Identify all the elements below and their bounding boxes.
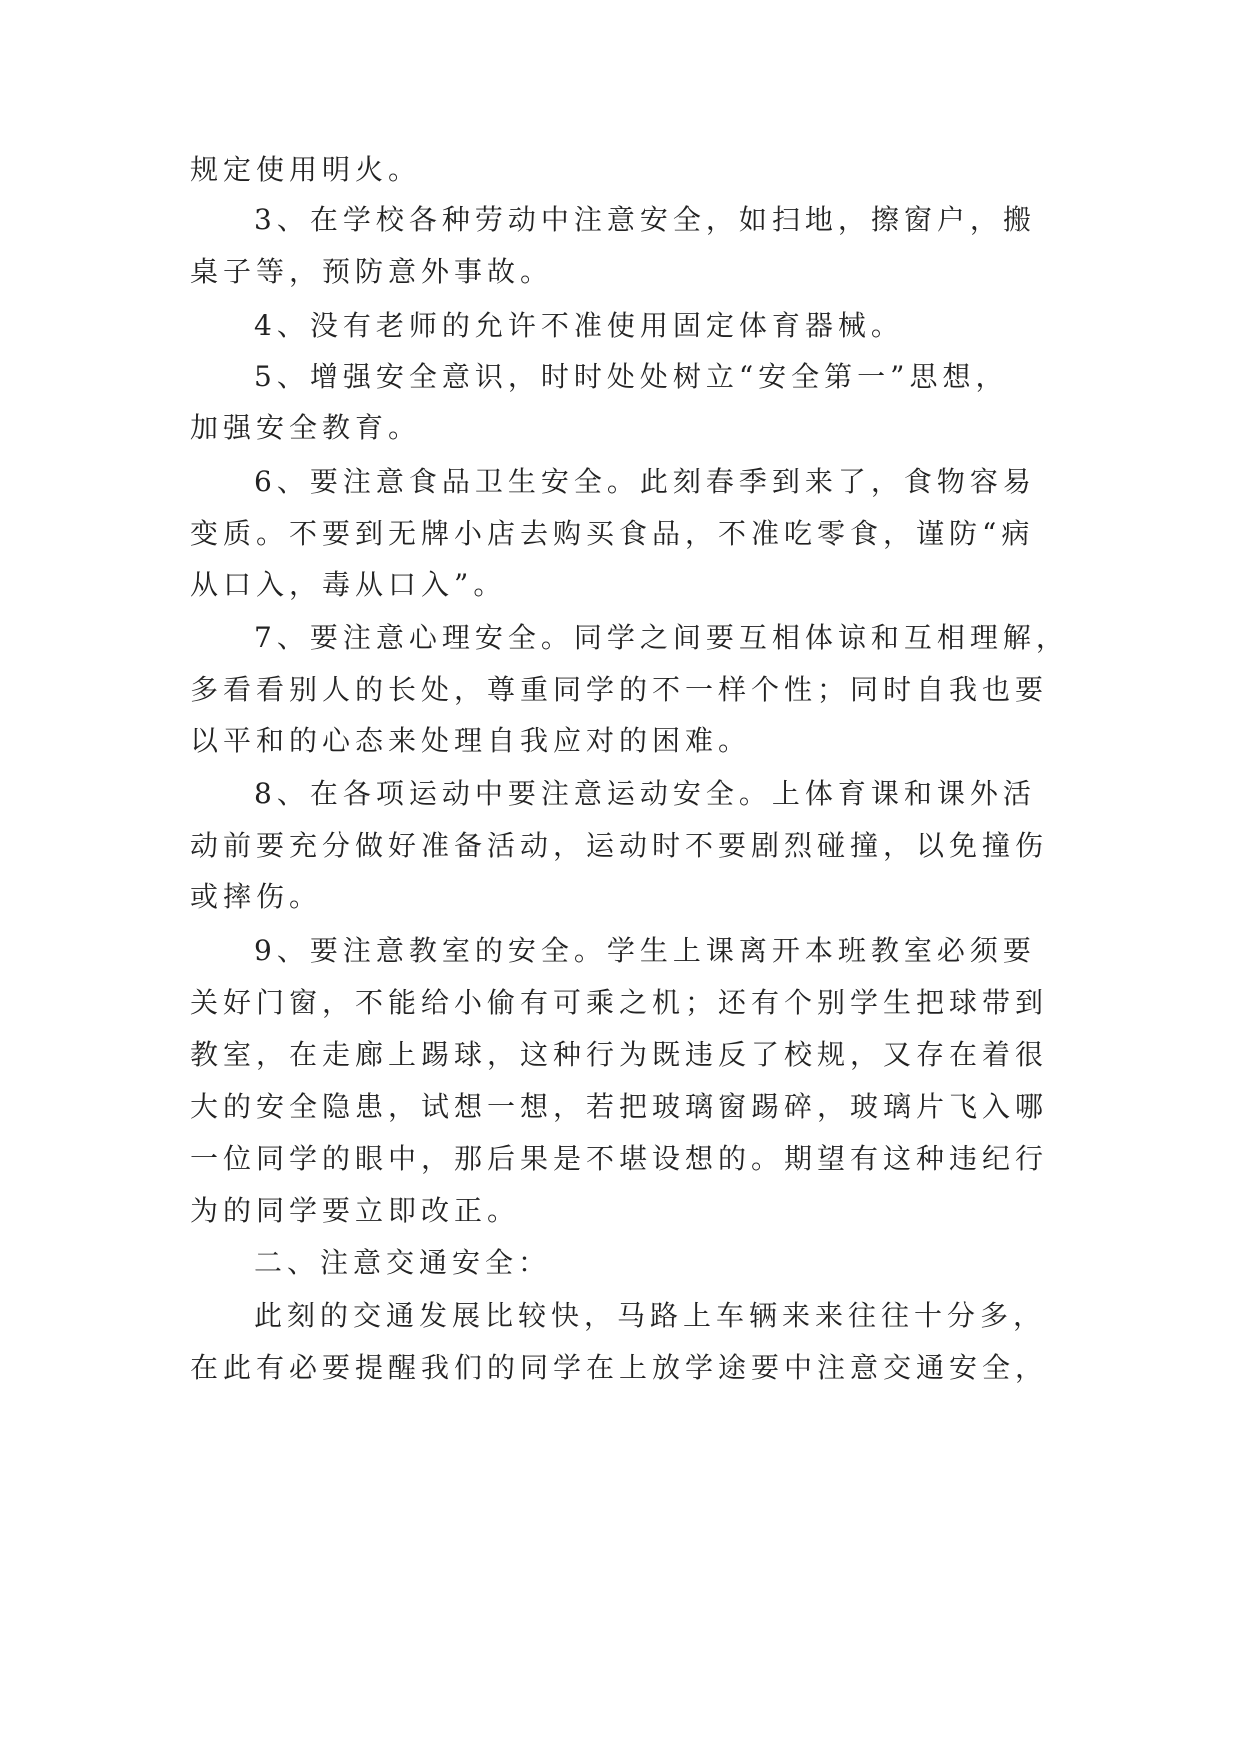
text-line: 变质。不要到无牌小店去购买食品，不准吃零食，谨防“病 xyxy=(190,517,1035,550)
text-line: 大的安全隐患，试想一想，若把玻璃窗踢碎，玻璃片飞入哪 xyxy=(190,1090,1049,1123)
text-line: 关好门窗，不能给小偷有可乘之机；还有个别学生把球带到 xyxy=(190,986,1049,1019)
text-line: 5、增强安全意识，时时处处树立“安全第一”思想， xyxy=(254,360,1009,393)
text-line: 此刻的交通发展比较快，马路上车辆来来往往十分多， xyxy=(254,1299,1047,1332)
text-line: 以平和的心态来处理自我应对的困难。 xyxy=(190,724,752,757)
text-line: 9、要注意教室的安全。学生上课离开本班教室必须要 xyxy=(254,934,1036,967)
text-line: 或摔伤。 xyxy=(190,880,323,913)
text-line: 一位同学的眼中，那后果是不堪设想的。期望有这种违纪行 xyxy=(190,1142,1049,1175)
text-line: 在此有必要提醒我们的同学在上放学途要中注意交通安全， xyxy=(190,1351,1049,1384)
text-line: 桌子等，预防意外事故。 xyxy=(190,255,554,288)
text-line: 动前要充分做好准备活动，运动时不要剧烈碰撞，以免撞伤 xyxy=(190,829,1049,862)
text-line: 从口入，毒从口入”。 xyxy=(190,568,507,601)
section-heading: 二、注意交通安全： xyxy=(254,1246,552,1279)
text-line: 6、要注意食品卫生安全。此刻春季到来了，食物容易 xyxy=(254,465,1036,498)
text-line: 多看看别人的长处，尊重同学的不一样个性；同时自我也要 xyxy=(190,673,1049,706)
text-line: 4、没有老师的允许不准使用固定体育器械。 xyxy=(254,309,904,342)
text-line: 加强安全教育。 xyxy=(190,411,422,444)
text-line: 为的同学要立即改正。 xyxy=(190,1194,521,1227)
text-line: 7、要注意心理安全。同学之间要互相体谅和互相理解， xyxy=(254,621,1069,654)
text-line: 教室，在走廊上踢球，这种行为既违反了校规，又存在着很 xyxy=(190,1038,1049,1071)
text-line: 规定使用明火。 xyxy=(190,153,422,186)
text-line: 3、在学校各种劳动中注意安全，如扫地，擦窗户，搬 xyxy=(254,203,1036,236)
text-line: 8、在各项运动中要注意运动安全。上体育课和课外活 xyxy=(254,777,1036,810)
